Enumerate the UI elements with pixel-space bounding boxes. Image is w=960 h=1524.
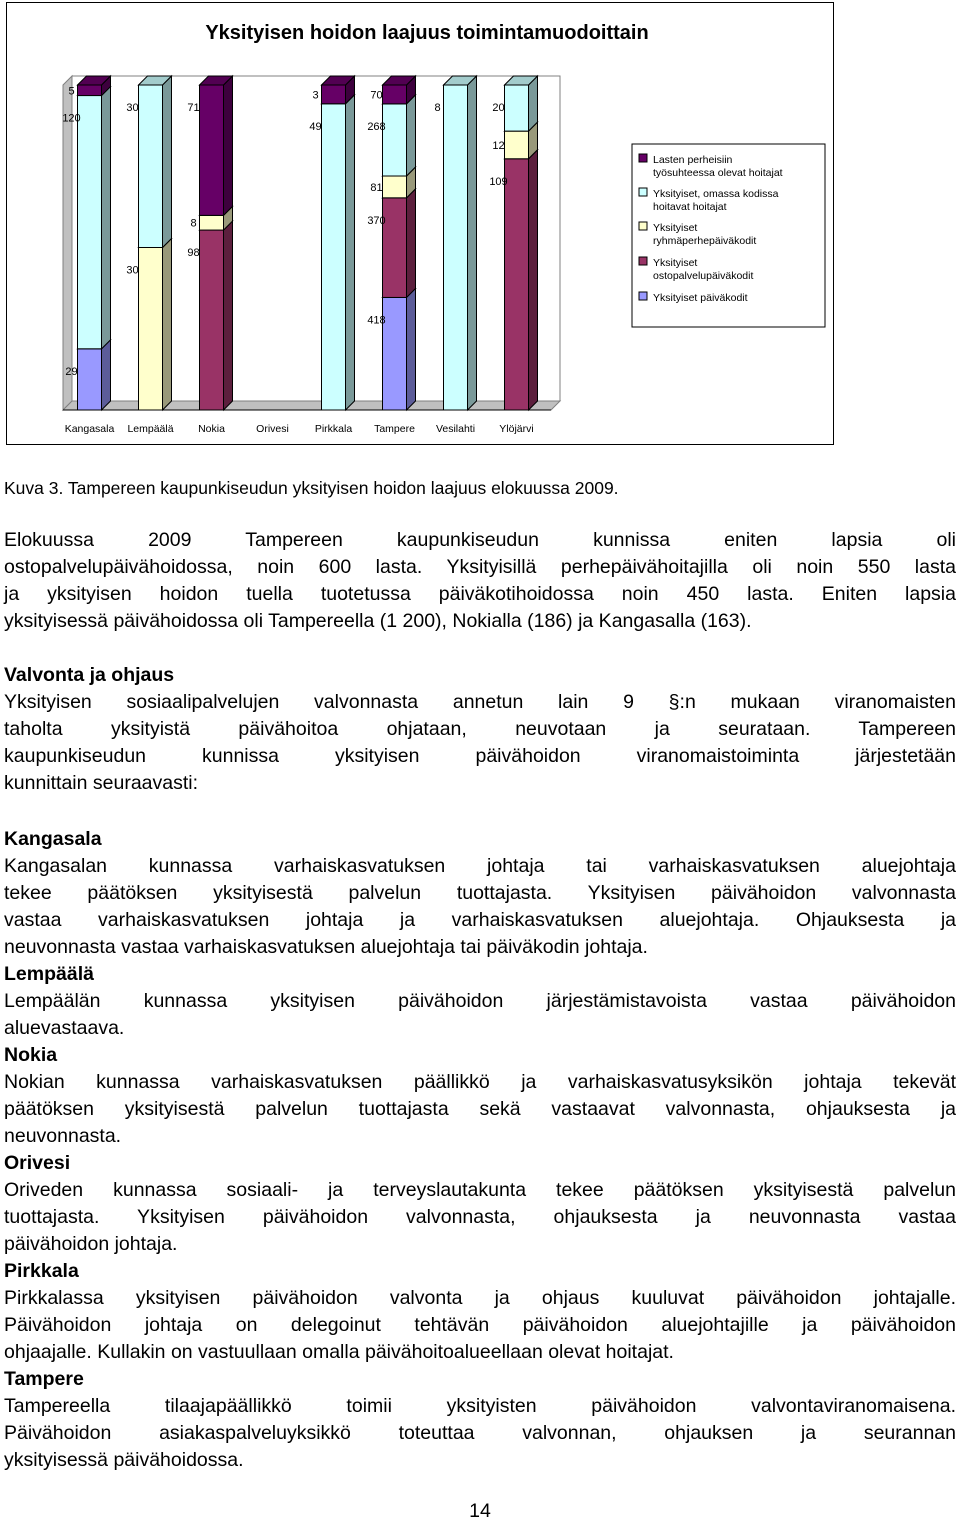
data-label: 70 bbox=[370, 89, 383, 102]
bar-segment bbox=[505, 76, 538, 131]
x-tick-label: Nokia bbox=[198, 423, 225, 435]
legend-swatch bbox=[639, 257, 647, 265]
text-line: Tampereella tilaajapäällikkö toimii yksityisten päivähoidon valvontaviranomaisena. bbox=[4, 1395, 956, 1417]
stacked-bar-chart bbox=[7, 3, 833, 444]
bar-segment bbox=[322, 76, 355, 104]
bar-segment bbox=[200, 221, 233, 410]
section-heading: Orivesi bbox=[4, 1152, 71, 1174]
legend-item bbox=[639, 292, 748, 304]
data-label: 71 bbox=[187, 102, 200, 114]
text-line: Kangasalan kunnassa varhaiskasvatuksen johtaja tai varhaiskasvatuksen aluejohtaja bbox=[4, 855, 956, 877]
figure-caption: Kuva 3. Tampereen kaupunkiseudun yksityisen hoidon laajuus elokuussa 2009. bbox=[4, 478, 619, 498]
x-tick-label: Ylöjärvi bbox=[499, 423, 534, 435]
bar-segment bbox=[139, 239, 172, 411]
data-label: 30 bbox=[126, 264, 139, 277]
text-line: tekee päätöksen yksityisestä palvelun tuottajasta. Yksityisen päivähoidon valvonnasta bbox=[4, 882, 956, 904]
text-line: ja yksityisen hoidon tuella tuotetussa päiväkotihoidossa noin 450 lasta. Eniten lapsia bbox=[4, 583, 956, 605]
x-tick-label: Kangasala bbox=[64, 423, 115, 435]
bar-segment bbox=[383, 76, 416, 104]
section-heading: Nokia bbox=[4, 1044, 58, 1066]
legend-swatch bbox=[639, 222, 647, 230]
data-label: 30 bbox=[126, 102, 139, 114]
data-label: 12 bbox=[492, 139, 505, 152]
text-line: Oriveden kunnassa sosiaali- ja terveyslautakunta tekee päätöksen yksityisestä palvelun bbox=[4, 1179, 956, 1201]
section-heading: Valvonta ja ohjaus bbox=[4, 664, 175, 686]
legend-swatch bbox=[639, 292, 647, 300]
bar-segment bbox=[505, 150, 538, 410]
text-line: neuvonnasta vastaa varhaiskasvatuksen aluejohtaja tai päiväkodin johtaja. bbox=[4, 936, 648, 958]
bar-segment bbox=[444, 76, 477, 410]
data-label: 8 bbox=[434, 102, 441, 114]
text-line: Pirkkalassa yksityisen päivähoidon valvonta ja ohjaus kuuluvat päivähoidon johtajalle. bbox=[4, 1287, 956, 1309]
bar-segment bbox=[322, 95, 355, 410]
section-heading: Tampere bbox=[4, 1368, 84, 1390]
data-label: 49 bbox=[309, 120, 322, 133]
bar-segment bbox=[383, 95, 416, 176]
data-label: 120 bbox=[62, 112, 81, 125]
data-label: 370 bbox=[367, 214, 386, 227]
section-heading: Lempäälä bbox=[4, 963, 94, 985]
legend-swatch bbox=[639, 154, 647, 162]
section-heading: Pirkkala bbox=[4, 1260, 79, 1282]
text-line: neuvonnasta. bbox=[4, 1125, 122, 1147]
legend-label: Yksityiset ryhmäperhepäiväkodit bbox=[653, 222, 757, 247]
legend-label: Yksityiset ostopalvelupäiväkodit bbox=[653, 257, 754, 282]
x-tick-label: Lempäälä bbox=[127, 423, 174, 435]
text-line: ostopalvelupäivähoidossa, noin 600 lasta. Yksityisillä perhepäivähoitajilla oli noin 550 lasta bbox=[4, 556, 956, 578]
data-label: 8 bbox=[190, 217, 197, 230]
body-paragraph bbox=[4, 527, 956, 635]
text-line: päivähoidon johtaja. bbox=[4, 1233, 178, 1255]
text-line: Lempäälän kunnassa yksityisen päivähoidon järjestämistavoista vastaa päivähoidon bbox=[4, 990, 956, 1012]
text-line: Yksityisen sosiaalipalvelujen valvonnasta annetun lain 9 §:n mukaan viranomaisten bbox=[4, 691, 956, 713]
x-tick-label: Vesilahti bbox=[435, 423, 476, 435]
text-line: Päivähoidon johtaja on delegoinut tehtävän päivähoidon aluejohtajille ja päivähoidon bbox=[4, 1314, 956, 1336]
text-line: kunnittain seuraavasti: bbox=[4, 772, 199, 794]
text-line: tuottajasta. Yksityisen päivähoidon valvonnasta, ohjauksesta ja neuvonnasta vastaa bbox=[4, 1206, 956, 1228]
bar-segment bbox=[139, 76, 172, 248]
data-label: 268 bbox=[367, 120, 386, 133]
section-heading: Kangasala bbox=[4, 828, 102, 850]
data-label: 81 bbox=[370, 181, 383, 194]
text-line: yksityisessä päivähoidossa oli Tampereella (1 200), Nokialla (186) ja Kangasalla (163). bbox=[4, 610, 752, 632]
legend-label: Yksityiset päiväkodit bbox=[653, 292, 748, 304]
data-label: 5 bbox=[68, 85, 75, 98]
data-label: 98 bbox=[187, 247, 200, 260]
text-line: ohjaajalle. Kullakin on vastuullaan omalla päivähoitoalueellaan olevat hoitajat. bbox=[4, 1341, 674, 1363]
section-valvonta bbox=[4, 662, 956, 797]
text-line: kaupunkiseudun kunnissa yksityisen päivähoidon viranomaistoiminta järjestetään bbox=[4, 745, 956, 767]
x-tick-label: Orivesi bbox=[256, 423, 289, 435]
text-line: yksityisessä päivähoidossa. bbox=[4, 1449, 244, 1471]
legend-label: Yksityiset, omassa kodissa hoitavat hoitajat bbox=[653, 188, 779, 213]
data-label: 109 bbox=[489, 175, 508, 188]
data-label: 418 bbox=[367, 314, 386, 327]
bar-segment bbox=[78, 87, 111, 349]
chart-frame bbox=[6, 2, 834, 445]
text-line: Nokian kunnassa varhaiskasvatuksen päällikkö ja varhaiskasvatusyksikön johtaja tekevät bbox=[4, 1071, 956, 1093]
legend-swatch bbox=[639, 188, 647, 196]
text-line: Elokuussa 2009 Tampereen kaupunkiseudun kunnissa eniten lapsia oli bbox=[4, 529, 956, 551]
x-tick-label: Pirkkala bbox=[314, 423, 353, 435]
bar-segment bbox=[78, 340, 111, 410]
x-tick-label: Tampere bbox=[374, 423, 415, 435]
data-label: 20 bbox=[492, 102, 505, 114]
data-label: 29 bbox=[65, 365, 78, 378]
data-label: 3 bbox=[312, 89, 319, 102]
text-line: Päivähoidon asiakaspalveluyksikkö toteuttaa valvonnan, ohjauksen ja seurannan bbox=[4, 1422, 956, 1444]
plot-floor bbox=[63, 401, 560, 410]
page-number: 14 bbox=[469, 1500, 491, 1522]
bar-segment bbox=[200, 76, 233, 215]
text-line: päätöksen yksityisestä palvelun tuottajasta sekä vastaavat valvonnasta, ohjauksesta ja bbox=[4, 1098, 956, 1120]
bar-segment bbox=[383, 189, 416, 298]
legend-label: Lasten perheisiin työsuhteessa olevat hoitajat bbox=[653, 154, 783, 179]
text-line: taholta yksityistä päivähoitoa ohjataan, neuvotaan ja seurataan. Tampereen bbox=[4, 718, 956, 740]
bar-segment bbox=[383, 288, 416, 410]
chart-title: Yksityisen hoidon laajuus toimintamuodoittain bbox=[205, 22, 649, 44]
text-line: aluevastaava. bbox=[4, 1017, 125, 1039]
text-line: vastaa varhaiskasvatuksen johtaja ja varhaiskasvatuksen aluejohtaja. Ohjauksesta ja bbox=[4, 909, 956, 931]
chart-legend bbox=[632, 144, 825, 327]
section-kangasala bbox=[4, 826, 956, 1474]
